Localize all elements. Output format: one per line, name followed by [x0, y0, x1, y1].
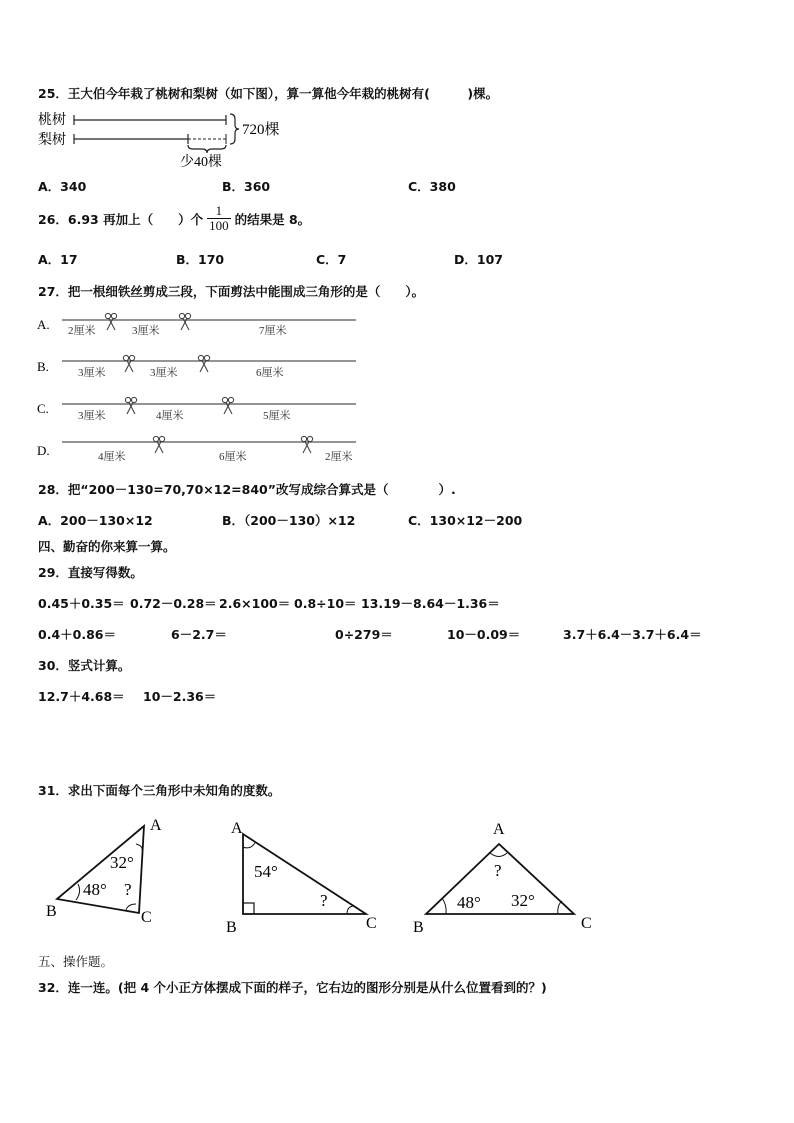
q29-text: 29．直接写得数。: [38, 565, 143, 580]
fraction-numerator: 1: [207, 204, 231, 219]
triangle-3: [413, 821, 592, 936]
scissors-icon: [105, 313, 116, 330]
option-c-letter: C.: [37, 401, 49, 416]
vertex-c: C: [581, 915, 592, 932]
q31-triangles: [36, 812, 616, 937]
vertex-a: A: [493, 821, 505, 838]
segment-label: 4厘米: [98, 451, 126, 463]
segment-label: 4厘米: [156, 410, 184, 422]
total-brace: [230, 114, 239, 144]
segment-label: 6厘米: [219, 451, 247, 463]
q30-text: 30．竖式计算。: [38, 658, 131, 673]
q26-option-b[interactable]: B．170: [176, 252, 225, 267]
triangle-1: [46, 817, 162, 926]
vertex-c: C: [366, 915, 377, 932]
q29-item: 0÷279＝: [335, 627, 393, 642]
q29-item: 3.7＋6.4－3.7＋6.4＝: [563, 627, 702, 642]
q26-option-c[interactable]: C．7: [316, 252, 347, 267]
scissors-icon: [123, 355, 134, 372]
q25-option-a[interactable]: A．340: [38, 179, 87, 194]
q29-item: 0.8÷10＝: [294, 596, 357, 611]
q25-text: 25．王大伯今年栽了桃树和梨树（如下图），算一算他今年栽的桃树有( )棵。: [38, 86, 499, 101]
q28-option-b[interactable]: B．（200－130）×12: [222, 513, 356, 528]
q26-option-d[interactable]: D．107: [454, 252, 503, 267]
q29-item: 0.72－0.28＝: [130, 596, 217, 611]
segment-label: 3厘米: [150, 367, 178, 379]
q29-item: 0.4＋0.86＝: [38, 627, 116, 642]
segment-label: 3厘米: [78, 367, 106, 379]
q28-option-c[interactable]: C．130×12－200: [408, 513, 523, 528]
option-a-letter: A.: [37, 317, 50, 332]
peach-label: 桃树: [38, 113, 66, 128]
q27-text: 27．把一根细铁丝剪成三段，下面剪法中能围成三角形的是（ ）。: [38, 284, 425, 299]
q30-item: 12.7＋4.68＝: [38, 689, 125, 704]
q30-item: 10－2.36＝: [143, 689, 217, 704]
q29-item: 13.19－8.64－1.36＝: [361, 596, 500, 611]
q26-line: [38, 204, 310, 233]
q28-option-a[interactable]: A．200－130×12: [38, 513, 153, 528]
angle-label: 48°: [457, 893, 481, 912]
triangle-2: [226, 820, 377, 936]
vertex-b: B: [226, 919, 237, 936]
scissors-icon: [153, 436, 164, 453]
option-d-letter: D.: [37, 443, 50, 458]
option-b-letter: B.: [37, 359, 49, 374]
scissors-icon: [179, 313, 190, 330]
segment-label: 3厘米: [78, 410, 106, 422]
angle-label: 48°: [83, 880, 107, 899]
q27-options: [34, 308, 364, 468]
segment-label: 2厘米: [325, 451, 353, 463]
less-brace: [188, 145, 226, 153]
q26-text-after: 的结果是 8。: [234, 211, 311, 227]
section-5-heading: 五、操作题。: [38, 954, 114, 969]
scissors-icon: [125, 397, 136, 414]
q27-option-b[interactable]: [37, 355, 356, 379]
q31-text: 31．求出下面每个三角形中未知角的度数。: [38, 783, 281, 798]
vertex-c: C: [141, 909, 152, 926]
vertex-a: A: [231, 820, 243, 837]
q26-option-a[interactable]: A．17: [38, 252, 78, 267]
pear-label: 梨树: [38, 133, 66, 148]
segment-label: 2厘米: [68, 325, 96, 337]
vertex-a: A: [150, 817, 162, 834]
q27-option-c[interactable]: [37, 397, 356, 422]
segment-label: 5厘米: [263, 410, 291, 422]
scissors-icon: [198, 355, 209, 372]
segment-label: 7厘米: [259, 325, 287, 337]
q29-item: 2.6×100＝: [219, 596, 291, 611]
q29-item: 10－0.09＝: [447, 627, 521, 642]
section-4-heading: 四、勤奋的你来算一算。: [38, 539, 176, 554]
scissors-icon: [222, 397, 233, 414]
angle-label: 32°: [511, 891, 535, 910]
total-label: 720棵: [242, 122, 280, 138]
unknown-angle: ?: [124, 880, 132, 899]
vertex-b: B: [413, 919, 424, 936]
segment-label: 6厘米: [256, 367, 284, 379]
angle-label: 54°: [254, 862, 278, 881]
vertex-b: B: [46, 903, 57, 920]
q27-option-d[interactable]: [37, 436, 356, 463]
scissors-icon: [301, 436, 312, 453]
less-label: 少40棵: [180, 155, 222, 168]
fraction-denominator: 100: [209, 218, 229, 233]
segment-label: 3厘米: [132, 325, 160, 337]
unknown-angle: ?: [494, 861, 502, 880]
q25-option-c[interactable]: C．380: [408, 179, 456, 194]
q28-text: 28．把“200－130=70,70×12=840”改写成综合算式是（ ）.: [38, 482, 456, 497]
unknown-angle: ?: [320, 891, 328, 910]
q25-option-b[interactable]: B．360: [222, 179, 271, 194]
angle-label: 32°: [110, 853, 134, 872]
q32-text: 32．连一连。(把 4 个小正方体摆成下面的样子，它右边的图形分别是从什么位置看到的？): [38, 980, 547, 995]
q25-diagram: [36, 108, 296, 168]
q26-text-before: 26．6.93 再加上（ ）个: [38, 211, 204, 227]
q29-item: 6－2.7＝: [171, 627, 227, 642]
q27-option-a[interactable]: [37, 313, 356, 337]
q29-item: 0.45＋0.35＝: [38, 596, 125, 611]
fraction: [207, 204, 231, 233]
